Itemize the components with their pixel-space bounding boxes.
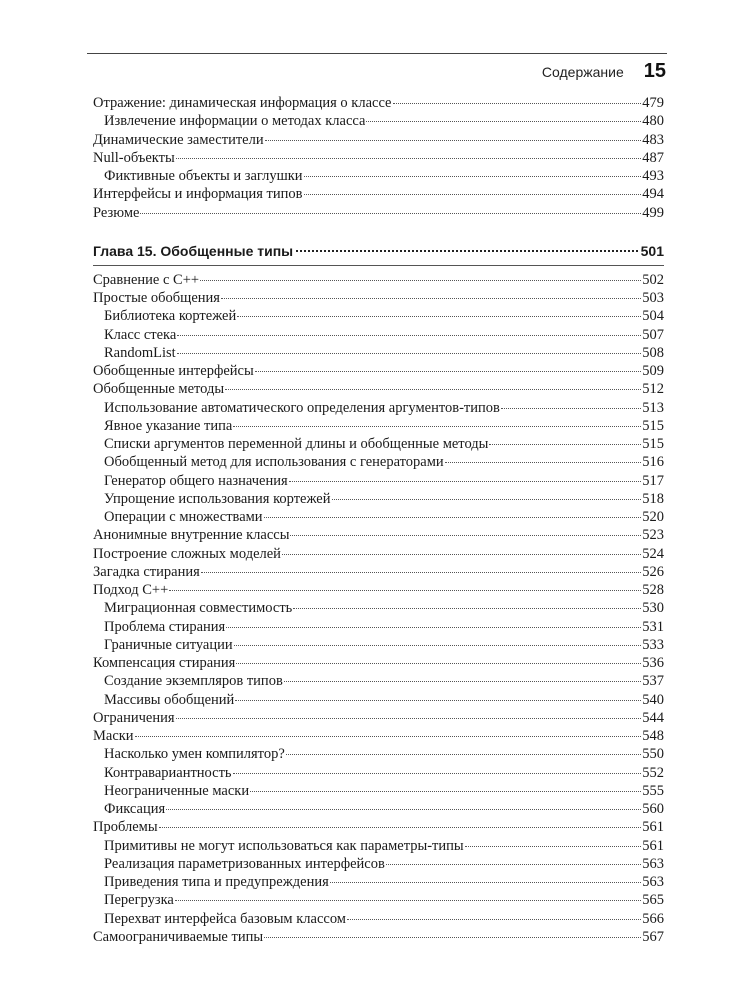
toc-entry-page: 513 (642, 399, 664, 416)
toc-entry-page: 533 (642, 636, 664, 653)
leader-dots (234, 645, 642, 646)
leader-dots (221, 298, 641, 299)
toc-entry-page: 550 (642, 746, 664, 763)
leader-dots (177, 335, 641, 336)
leader-dots (201, 572, 641, 573)
toc-entry-page: 526 (642, 563, 664, 580)
toc-entry-page: 512 (642, 381, 664, 398)
toc-entry-title: Сравнение с C++ (93, 271, 200, 288)
toc-entry-title: Контравариантность (104, 764, 232, 781)
leader-dots (304, 176, 642, 177)
toc-entry[interactable] (93, 891, 664, 909)
toc-entry-title: Анонимные внутренние классы (93, 527, 290, 544)
toc-entry-title: Граничные ситуации (104, 636, 233, 653)
toc-entry[interactable] (93, 362, 664, 380)
toc-entry-title: Создание экземпляров типов (104, 673, 283, 690)
toc-entry-page: 544 (642, 709, 664, 726)
leader-dots (135, 736, 642, 737)
page-number: 15 (643, 60, 666, 82)
toc-entry-title: Интерфейсы и информация типов (93, 186, 303, 203)
toc-entry[interactable] (93, 599, 664, 617)
toc-entry-title: Извлечение информации о методах класса (104, 113, 366, 130)
toc-entry[interactable] (93, 782, 664, 800)
chapter-page: 501 (640, 242, 664, 259)
chapter-title: Глава 15. Обобщенные типы (93, 242, 294, 259)
toc-entry-page: 504 (642, 308, 664, 325)
toc-entry-title: Динамические заместители (93, 131, 264, 148)
toc-entry[interactable] (93, 508, 664, 526)
section-gap (93, 222, 664, 239)
toc-entry-title: Обобщенные интерфейсы (93, 363, 254, 379)
toc-entry-page: 499 (642, 204, 664, 221)
toc-entry-title: Списки аргументов переменной длины и обобщенные методы (104, 436, 489, 452)
toc-entry[interactable] (93, 928, 664, 946)
leader-dots (176, 718, 642, 719)
leader-dots (282, 554, 641, 555)
table-of-contents (93, 94, 664, 946)
leader-dots (250, 791, 641, 792)
toc-entry[interactable] (93, 526, 664, 544)
toc-entry-page: 528 (642, 582, 664, 598)
toc-entry-page: 479 (642, 95, 664, 111)
leader-dots (489, 444, 641, 445)
toc-entry[interactable] (93, 563, 664, 581)
toc-entry[interactable] (93, 855, 664, 873)
toc-entry-title: Класс стека (104, 326, 177, 343)
toc-entry[interactable] (93, 709, 664, 727)
toc-entry-title: Явное указание типа (104, 417, 233, 434)
chapter-rule (93, 265, 664, 266)
leader-dots (501, 408, 641, 409)
toc-entry-page: 561 (642, 837, 664, 854)
leader-dots (159, 827, 642, 828)
leader-dots (235, 700, 641, 701)
toc-entry-page: 531 (642, 618, 664, 635)
toc-entry-page: 563 (642, 874, 664, 890)
toc-entry-page: 536 (642, 655, 664, 671)
toc-entry-title: Проблемы (93, 819, 158, 836)
toc-entry-page: 566 (642, 910, 664, 927)
toc-entry-title: Обобщенные методы (93, 381, 225, 398)
toc-entry[interactable] (93, 654, 664, 672)
leader-dots (330, 882, 641, 883)
toc-entry-title: Компенсация стирания (93, 655, 236, 671)
toc-entry-page: 524 (642, 545, 664, 562)
toc-entry-page: 523 (642, 527, 664, 544)
toc-entry[interactable] (93, 490, 664, 508)
toc-entry[interactable] (93, 873, 664, 891)
toc-entry-page: 561 (642, 819, 664, 836)
toc-entry-title: Фиктивные объекты и заглушки (104, 168, 303, 184)
toc-section-previous-chapter (93, 94, 664, 222)
leader-dots (233, 773, 642, 774)
toc-entry[interactable] (93, 818, 664, 836)
toc-entry-page: 537 (642, 673, 664, 690)
leader-dots (264, 937, 641, 938)
toc-entry[interactable] (93, 380, 664, 398)
leader-dots (393, 103, 642, 104)
toc-entry-title: Проблема стирания (104, 618, 226, 635)
leader-dots (293, 608, 641, 609)
toc-entry-page: 552 (642, 764, 664, 781)
leader-dots (332, 499, 642, 500)
leader-dots (289, 481, 642, 482)
toc-entry-title: Null-объекты (93, 149, 175, 166)
toc-entry-title: Обобщенный метод для использования с генераторами (104, 454, 444, 471)
toc-entry-title: Использование автоматического определения аргументов-типов (104, 399, 500, 416)
toc-entry-page: 555 (642, 782, 664, 799)
toc-entry[interactable] (93, 289, 664, 307)
toc-entry-page: 565 (642, 892, 664, 909)
toc-entry-title: Простые обобщения (93, 290, 220, 306)
toc-entry-page: 508 (642, 344, 664, 361)
toc-entry[interactable] (93, 727, 664, 745)
toc-entry-title: Упрощение использования кортежей (104, 490, 331, 507)
toc-entry-page: 517 (642, 472, 664, 489)
toc-entry[interactable] (93, 691, 664, 709)
leader-dots (236, 663, 641, 664)
toc-entry[interactable] (93, 545, 664, 563)
toc-entry-title: Неограниченные маски (104, 782, 250, 799)
toc-entry[interactable] (93, 399, 664, 417)
toc-entry[interactable] (93, 417, 664, 435)
leader-dots (175, 900, 641, 901)
leader-dots (284, 681, 641, 682)
toc-entry-page: 516 (642, 454, 664, 471)
toc-entry[interactable] (93, 344, 664, 362)
toc-entry-page: 563 (642, 855, 664, 872)
toc-entry-page: 480 (642, 113, 664, 130)
toc-entry-page: 515 (642, 436, 664, 452)
toc-entry-page: 503 (642, 290, 664, 306)
toc-entry-title: Фиксация (104, 801, 166, 817)
toc-entry-title: Загадка стирания (93, 563, 200, 580)
toc-entry-page: 493 (642, 168, 664, 184)
leader-dots (177, 353, 642, 354)
leader-dots (176, 158, 642, 159)
toc-entry[interactable] (93, 837, 664, 855)
toc-entry[interactable] (93, 910, 664, 928)
toc-entry[interactable] (93, 307, 664, 325)
toc-entry[interactable] (93, 764, 664, 782)
toc-entry-title: Ограничения (93, 709, 175, 726)
toc-entry[interactable] (93, 745, 664, 763)
toc-entry-title: Маски (93, 728, 134, 744)
toc-entry-page: 540 (642, 691, 664, 708)
toc-entry-page: 548 (642, 728, 664, 744)
toc-entry[interactable] (93, 618, 664, 636)
leader-dots (264, 517, 642, 518)
toc-entry[interactable] (93, 472, 664, 490)
toc-entry[interactable] (93, 326, 664, 344)
toc-entry-title: Библиотека кортежей (104, 308, 237, 325)
running-title: Содержание (541, 64, 624, 80)
toc-entry[interactable] (93, 149, 664, 167)
leader-dots (237, 316, 641, 317)
running-head (542, 60, 666, 83)
toc-entry[interactable] (93, 204, 664, 222)
toc-entry[interactable] (93, 435, 664, 453)
leader-dots (445, 462, 642, 463)
toc-entry-title: Примитивы не могут использоваться как параметры-типы (104, 837, 464, 854)
toc-entry-page: 567 (642, 928, 664, 945)
toc-entry-title: Резюме (93, 204, 140, 221)
toc-section-chapter-15 (93, 271, 664, 946)
leader-dots (286, 754, 641, 755)
leader-dots (226, 627, 641, 628)
toc-entry-page: 507 (642, 326, 664, 343)
toc-entry[interactable] (93, 131, 664, 149)
toc-entry-page: 487 (642, 149, 664, 166)
chapter-leader-dots (296, 250, 638, 252)
leader-dots (366, 121, 641, 122)
toc-entry-title: RandomList (104, 344, 176, 361)
toc-entry-title: Перехват интерфейса базовым классом (104, 910, 346, 927)
leader-dots (166, 809, 641, 810)
leader-dots (169, 590, 641, 591)
toc-entry-page: 520 (642, 509, 664, 525)
chapter-heading[interactable] (93, 239, 664, 263)
toc-entry[interactable] (93, 112, 664, 130)
leader-dots (265, 140, 642, 141)
header-rule (87, 53, 667, 54)
toc-entry-page: 518 (642, 490, 664, 507)
leader-dots (290, 535, 641, 536)
toc-entry[interactable] (93, 271, 664, 289)
leader-dots (140, 213, 641, 214)
toc-entry-title: Построение сложных моделей (93, 545, 281, 562)
toc-entry[interactable] (93, 672, 664, 690)
toc-entry-page: 483 (642, 131, 664, 148)
toc-entry-title: Операции с множествами (104, 509, 263, 525)
toc-entry-page: 509 (642, 363, 664, 379)
leader-dots (347, 919, 641, 920)
toc-entry-title: Миграционная совместимость (104, 600, 293, 617)
leader-dots (255, 371, 642, 372)
toc-entry-title: Отражение: динамическая информация о классе (93, 95, 392, 111)
toc-entry[interactable] (93, 581, 664, 599)
leader-dots (386, 864, 641, 865)
toc-entry-page: 502 (642, 271, 664, 288)
toc-entry-title: Перегрузка (104, 892, 174, 909)
toc-entry-title: Подход C++ (93, 582, 169, 598)
toc-entry-page: 530 (642, 600, 664, 617)
toc-entry-title: Приведения типа и предупреждения (104, 874, 329, 890)
toc-entry[interactable] (93, 800, 664, 818)
toc-entry[interactable] (93, 453, 664, 471)
toc-entry-title: Генератор общего назначения (104, 472, 288, 489)
toc-entry[interactable] (93, 185, 664, 203)
leader-dots (225, 389, 641, 390)
toc-entry-page: 494 (642, 186, 664, 203)
leader-dots (465, 846, 642, 847)
toc-entry[interactable] (93, 94, 664, 112)
leader-dots (200, 280, 641, 281)
toc-entry-title: Самоограничиваемые типы (93, 928, 264, 945)
toc-entry-title: Насколько умен компилятор? (104, 746, 285, 763)
toc-entry-page: 560 (642, 801, 664, 817)
toc-entry[interactable] (93, 636, 664, 654)
toc-entry-page: 515 (642, 417, 664, 434)
toc-entry-title: Реализация параметризованных интерфейсов (104, 855, 385, 872)
toc-entry[interactable] (93, 167, 664, 185)
toc-entry-title: Массивы обобщений (104, 691, 235, 708)
leader-dots (233, 426, 641, 427)
leader-dots (304, 194, 642, 195)
